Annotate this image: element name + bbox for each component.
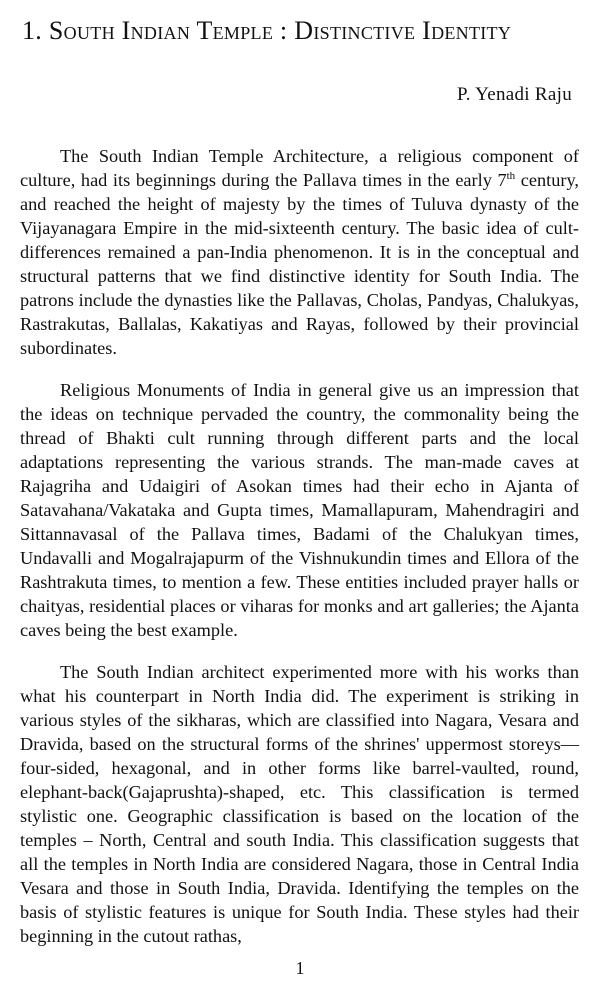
body-text: [20, 144, 579, 948]
paragraph-1-text-end: century, and reached the height of majesty by the times of Tuluva dynasty of the Vijayanagara Empire in the mid-sixteenth century. The basic idea of cult-differences remained a pan-India phenomenon. It is in the conceptual and structural patterns that we find distinctive identity for South India. The patrons include the dynasties like the Pallavas, Cholas, Pandyas, Chalukyas, Rastrakutas, Ballalas, Kakatiyas and Rayas, followed by their provincial subordinates.: [20, 170, 579, 358]
page-number: 1: [295, 958, 305, 978]
chapter-number: 1.: [22, 16, 43, 45]
chapter-title: [22, 14, 582, 48]
paragraph-1-text-start: The South Indian Temple Architecture, a religious component of culture, had its beginnings during the Pallava times in the early 7: [20, 146, 579, 190]
paragraph-3: The South Indian architect experimented more with his works than what his counterpart in North India did. The experiment is striking in various styles of the sikharas, which are classified into Nagara, Vesara and Dravida, based on the structural forms of the shrines' uppermost storeys—four-sided, hexagonal, and in other forms like barrel-vaulted, round, elephant-back(Gajaprushta)-shaped, etc. This classification is termed stylistic one. Geographic classification is based on the location of the temples – North, Central and south India. This classification suggests that all the temples in North India are considered Nagara, those in Central India Vesara and those in South India, Dravida. Identifying the temples on the basis of stylistic features is unique for South India. These styles had their beginning in the cutout rathas,: [20, 662, 579, 946]
chapter-title-text: South Indian Temple : Distinctive Identity: [48, 16, 512, 45]
paragraph-1: [20, 144, 579, 360]
ordinal-superscript: th: [506, 170, 516, 182]
author-name: P. Yenadi Raju: [456, 84, 572, 105]
paragraph-2: Religious Monuments of India in general give us an impression that the ideas on technique pervaded the country, the commonality being the thread of Bhakti cult running through different parts and the local adaptations representing the various strands. The man-made caves at Rajagriha and Udaigiri of Asokan times had their echo in Ajanta of Satavahana/Vakataka and Gupta times, Mamallapuram, Mahendragiri and Sittannavasal of the Pallava times, Badami of the Chalukyan times, Undavalli and Mogalrajapurm of the Vishnukundin times and Ellora of the Rashtrakuta times, to mention a few. These entities included prayer halls or chaityas, residential places or viharas for monks and art galleries; the Ajanta caves being the best example.: [20, 380, 579, 640]
